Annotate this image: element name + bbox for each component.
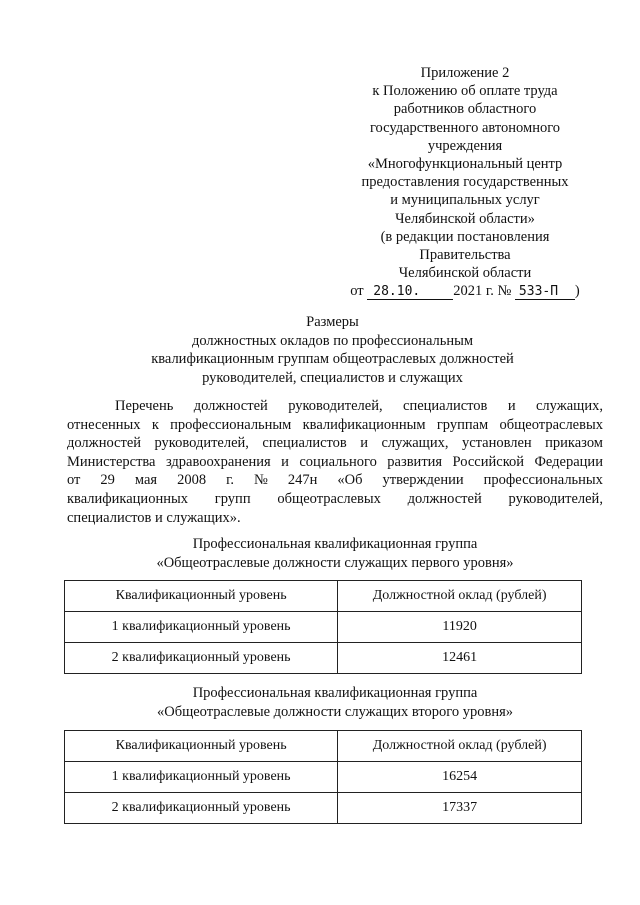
intro-word: специалистов и служащих». bbox=[67, 509, 241, 526]
title-line: Размеры bbox=[306, 314, 359, 330]
appendix-line: «Многофункциональный центр bbox=[367, 156, 563, 173]
table-header-row bbox=[65, 581, 582, 612]
title-line: квалификационным группам общеотраслевых должностей bbox=[151, 351, 514, 367]
date-prefix: от bbox=[350, 283, 364, 300]
intro-word: «Об bbox=[337, 472, 363, 489]
column-header: Должностной оклад (рублей) bbox=[338, 731, 582, 762]
intro-word: от bbox=[67, 472, 81, 489]
column-header: Квалификационный уровень bbox=[65, 731, 338, 762]
appendix-line: к Положению об оплате труда bbox=[372, 83, 558, 100]
intro-word: № bbox=[254, 472, 268, 489]
intro-word: 2008 bbox=[177, 472, 207, 489]
group-1-heading bbox=[100, 535, 570, 572]
intro-word: мая bbox=[134, 472, 158, 489]
intro-word: социального bbox=[299, 453, 377, 470]
appendix-line: учреждения bbox=[427, 137, 503, 154]
group-2-heading bbox=[100, 684, 570, 721]
intro-line bbox=[67, 471, 603, 490]
table-row bbox=[65, 612, 582, 643]
year-text: 2021 г. № bbox=[453, 283, 512, 300]
intro-line bbox=[67, 453, 603, 472]
salary-table-1 bbox=[64, 580, 582, 674]
appendix-line: Правительства bbox=[419, 247, 511, 264]
group-heading-line: «Общеотраслевые должности служащих второго уровня» bbox=[156, 703, 514, 720]
intro-word: квалификационным bbox=[302, 416, 426, 433]
intro-word: 29 bbox=[100, 472, 115, 489]
appendix-line: предоставления государственных bbox=[361, 174, 569, 191]
intro-word: должностей bbox=[67, 435, 142, 452]
intro-word: и bbox=[360, 435, 369, 452]
intro-word: к bbox=[151, 416, 159, 433]
column-header: Квалификационный уровень bbox=[65, 581, 338, 612]
group-heading-line: Профессиональная квалификационная группа bbox=[192, 685, 478, 701]
appendix-line: и муниципальных услуг bbox=[390, 192, 540, 209]
title-line: руководителей, специалистов и служащих bbox=[202, 369, 463, 386]
table-row bbox=[65, 643, 582, 674]
column-header: Должностной оклад (рублей) bbox=[338, 581, 582, 612]
intro-word: должностей bbox=[407, 490, 482, 507]
intro-line bbox=[67, 397, 603, 416]
handwritten-number: 533-П bbox=[515, 285, 575, 300]
intro-word: утверждении bbox=[382, 472, 464, 489]
appendix-line: государственного автономного bbox=[369, 119, 561, 136]
table-row bbox=[65, 793, 582, 824]
level-cell: 1 квалификационный уровень bbox=[65, 762, 338, 793]
intro-word: отнесенных bbox=[67, 416, 141, 433]
appendix-line: (в редакции постановления bbox=[380, 228, 550, 245]
intro-word: приказом bbox=[545, 435, 603, 452]
intro-line bbox=[67, 490, 603, 509]
intro-word: профессиональным bbox=[170, 416, 292, 433]
intro-word: служащих, bbox=[535, 398, 603, 414]
salary-cell: 16254 bbox=[338, 762, 582, 793]
intro-word: группам bbox=[436, 416, 489, 433]
group-heading-line: Профессиональная квалификационная группа bbox=[192, 536, 478, 552]
table-header-row bbox=[65, 731, 582, 762]
intro-word: руководителей, bbox=[154, 435, 249, 452]
salary-cell: 12461 bbox=[338, 643, 582, 674]
level-cell: 1 квалификационный уровень bbox=[65, 612, 338, 643]
intro-word: специалистов bbox=[403, 398, 488, 414]
appendix-line: работников областного bbox=[393, 101, 537, 118]
salary-cell: 11920 bbox=[338, 612, 582, 643]
appendix-block bbox=[320, 64, 610, 301]
date-suffix: ) bbox=[574, 283, 580, 300]
intro-line bbox=[67, 416, 603, 435]
intro-word: г. bbox=[226, 472, 235, 489]
handwritten-date: 28.10. bbox=[367, 285, 453, 300]
document-title bbox=[60, 313, 605, 387]
appendix-line: Челябинской области» bbox=[395, 210, 535, 227]
intro-word: руководителей, bbox=[288, 398, 383, 414]
salary-table-2 bbox=[64, 730, 582, 824]
table-row bbox=[65, 762, 582, 793]
level-cell: 2 квалификационный уровень bbox=[65, 793, 338, 824]
intro-word: Российской bbox=[452, 453, 525, 470]
intro-word: Федерации bbox=[534, 453, 603, 470]
intro-word: должностей bbox=[193, 398, 268, 414]
intro-word: специалистов bbox=[262, 435, 347, 452]
intro-word: групп bbox=[214, 490, 251, 507]
intro-word: общеотраслевых bbox=[277, 490, 381, 507]
intro-word: установлен bbox=[461, 435, 532, 452]
intro-line bbox=[67, 434, 603, 453]
intro-word: квалификационных bbox=[67, 490, 188, 507]
intro-line bbox=[67, 509, 603, 528]
appendix-line: Челябинской области bbox=[398, 265, 532, 282]
intro-word: Перечень bbox=[115, 398, 174, 414]
intro-word: развития bbox=[387, 453, 443, 470]
intro-word: здравоохранения bbox=[165, 453, 271, 470]
appendix-line: Приложение 2 bbox=[420, 65, 510, 81]
intro-word: профессиональных bbox=[483, 472, 603, 489]
level-cell: 2 квалификационный уровень bbox=[65, 643, 338, 674]
intro-word: общеотраслевых bbox=[499, 416, 603, 433]
resolution-date-line bbox=[320, 282, 610, 300]
salary-cell: 17337 bbox=[338, 793, 582, 824]
group-heading-line: «Общеотраслевые должности служащих первого уровня» bbox=[156, 554, 514, 571]
title-line: должностных окладов по профессиональным bbox=[191, 332, 474, 349]
intro-paragraph bbox=[67, 397, 603, 527]
intro-word: Министерства bbox=[67, 453, 156, 470]
intro-word: служащих, bbox=[381, 435, 449, 452]
intro-word: и bbox=[281, 453, 289, 470]
intro-word: руководителей, bbox=[508, 490, 603, 507]
intro-word: и bbox=[507, 398, 516, 414]
intro-word: 247н bbox=[287, 472, 318, 489]
